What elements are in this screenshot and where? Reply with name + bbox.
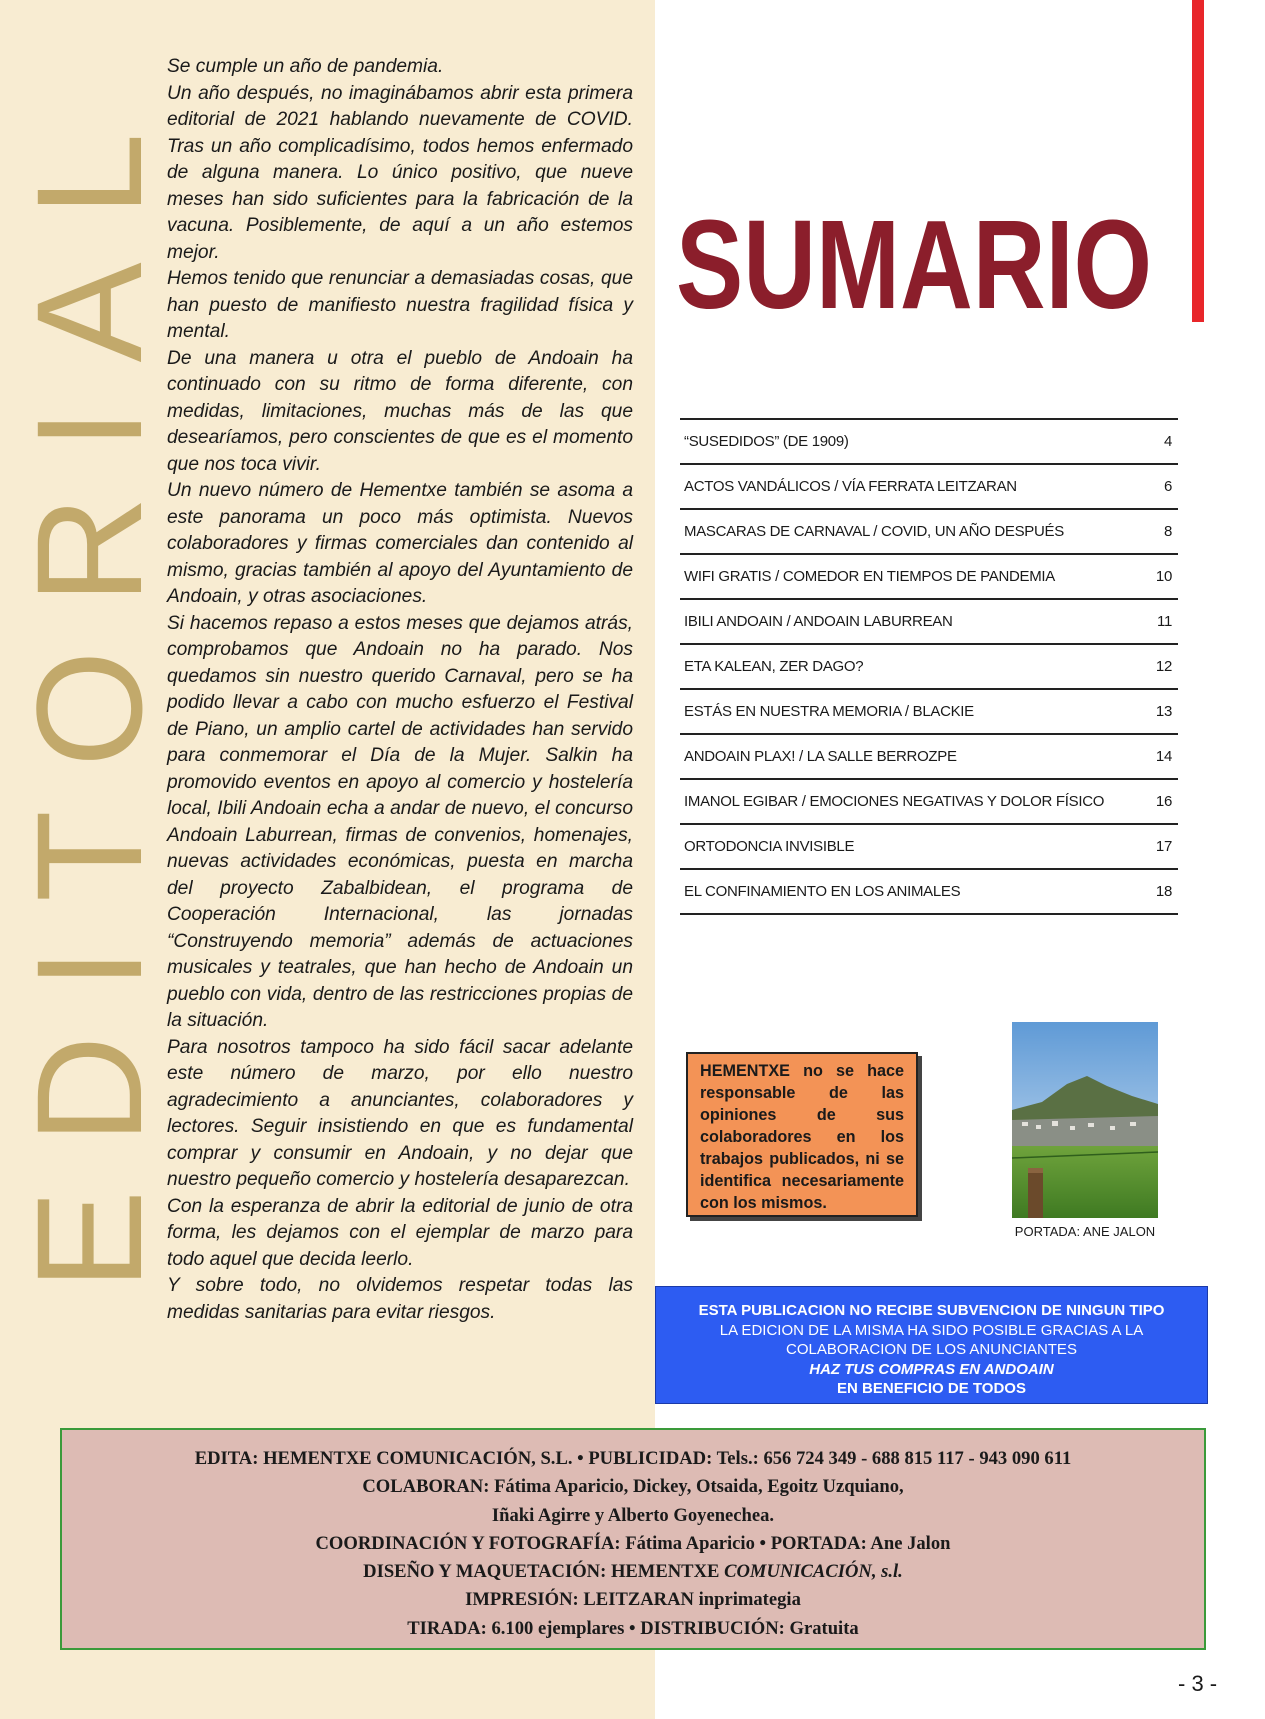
credits-value-italic: COMUNICACIÓN, s.l. [724,1561,903,1583]
editorial-paragraph: Hemos tenido que renunciar a demasiadas cosas, que han puesto de manifiesto nuestra fragilidad física y mental. [167,268,633,342]
toc-item[interactable] [680,600,1178,645]
credits-label: PUBLICIDAD: [588,1448,713,1469]
credits-separator: • [629,1617,636,1639]
credits-label: PORTADA: [770,1532,867,1554]
page-number: - 3 - [1178,1671,1218,1696]
toc-item[interactable] [680,780,1178,825]
toc-item-title: “SUSEDIDOS” (DE 1909) [684,433,849,450]
toc-item[interactable] [680,690,1178,735]
toc-item[interactable] [680,510,1178,555]
toc-item-page: 10 [1155,568,1172,585]
toc-item-page: 16 [1155,793,1172,810]
credits-line [62,1530,1204,1558]
toc-item-page: 17 [1155,838,1172,855]
credits-label: IMPRESIÓN: [465,1589,579,1611]
toc-item-page: 12 [1155,658,1172,675]
subsidy-notice [655,1286,1208,1404]
credits-label: COLABORAN: [362,1476,490,1498]
subsidy-line: ESTA PUBLICACION NO RECIBE SUBVENCION DE NINGUN TIPO [698,1302,1165,1319]
sumario-title: SUMARIO [676,194,1152,335]
toc-item[interactable] [680,555,1178,600]
toc-item-title: WIFI GRATIS / COMEDOR EN TIEMPOS DE PANDEMIA [684,568,1055,585]
accent-bar [1192,0,1204,322]
toc-item-page: 13 [1155,703,1172,720]
toc-item-title: ANDOAIN PLAX! / LA SALLE BERROZPE [684,748,957,765]
toc-item-title: IMANOL EGIBAR / EMOCIONES NEGATIVAS Y DOLOR FÍSICO [684,793,1105,810]
credits-label: DISTRIBUCIÓN: [640,1617,785,1639]
credits-value: Fátima Aparicio [625,1532,755,1554]
credits-line [62,1473,1204,1501]
credits-value: Ane Jalon [870,1532,951,1554]
editorial-paragraph: Un año después, no imaginábamos abrir esta primera editorial de 2021 hablando nuevamente de COVID. Tras un año complicadísimo, todos hemos enfermado de alguna manera. Lo único positivo, que nueve meses han sido suficientes para la fabricación de la vacuna. Posiblemente, de aquí a un año estemos mejor. [167,82,633,263]
toc-item-title: IBILI ANDOAIN / ANDOAIN LABURREAN [684,613,953,630]
toc-item[interactable] [680,825,1178,870]
credits-line [62,1586,1204,1614]
credits-value: 6.100 ejemplares [491,1617,625,1639]
editorial-text [167,54,633,1326]
credits-label: DISEÑO Y MAQUETACIÓN: [363,1561,607,1583]
toc-item-title: ACTOS VANDÁLICOS / VÍA FERRATA LEITZARAN [684,478,1017,495]
credits-value: Gratuita [789,1617,859,1639]
credits-separator: • [759,1532,767,1554]
editorial-paragraph: Si hacemos repaso a estos meses que dejamos atrás, comprobamos que Andoain no ha parado. Nos quedamos sin nuestro querido Carnaval, pero se ha podido llevar a cabo con mucho esfuerzo el Festival de Piano, un amplio cartel de actividades han servido para conmemorar el Día de la Mujer. Salkin ha promovido eventos en apoyo al comercio y hostelería local, Ibili Andoain echa a andar de nuevo, el concurso Andoain Laburrean, firmas de convenios, homenajes, nuevas actividades económicas, puesta en marcha del proyecto Zabalbidean, el programa de Cooperación Internacional, las jornadas “Construyendo memoria” además de actuaciones musicales y teatrales, que han hecho de Andoain un pueblo con vida, dentro de las restricciones propias de la situación. [167,612,633,1031]
editorial-paragraph: Un nuevo número de Hementxe también se asoma a este panorama un poco más optimista. Nuevos colaboradores y firmas comerciales dan contenido al mismo, gracias también al apoyo del Ayuntamiento de Andoain, y otras asociaciones. [167,480,633,607]
disclaimer-box: HEMENTXE no se hace responsable de las opiniones de sus colaboradores en los trabajos publicados, ni se identifica necesariamente con los mismos. [686,1052,918,1217]
credits-value: HEMENTXE [610,1561,720,1583]
subsidy-line: HAZ TUS COMPRAS EN ANDOAIN [809,1360,1054,1378]
credits-value: LEITZARAN inprimategia [583,1589,801,1611]
toc-item-page: 4 [1163,433,1172,450]
editorial-paragraph: De una manera u otra el pueblo de Andoain ha continuado con su ritmo de forma diferente, con medidas, limitaciones, muchas más de las que desearíamos, pero conscientes de que es el momento que nos toca vivir. [167,347,633,475]
credits-line [62,1445,1204,1473]
toc-item-title: ORTODONCIA INVISIBLE [684,838,855,855]
toc-item-page: 14 [1155,748,1172,765]
subsidy-line: COLABORACION DE LOS ANUNCIANTES [786,1341,1077,1358]
toc-item-title: MASCARAS DE CARNAVAL / COVID, UN AÑO DESPUÉS [684,523,1064,540]
credits-value: Iñaki Agirre y Alberto Goyenechea. [491,1504,775,1526]
cover-photo [1012,1022,1158,1218]
credits-value: Tels.: 656 724 349 - 688 815 117 - 943 090 611 [716,1448,1072,1469]
toc-item[interactable] [680,465,1178,510]
toc-item-page: 11 [1157,613,1172,630]
subsidy-line: EN BENEFICIO DE TODOS [837,1380,1026,1397]
credits-box [60,1428,1206,1650]
toc-item[interactable] [680,735,1178,780]
toc-item-title: ETA KALEAN, ZER DAGO? [684,658,864,675]
editorial-paragraph: Para nosotros tampoco ha sido fácil sacar adelante este número de marzo, por ello nuestro agradecimiento a anunciantes, colaboradores y lectores. Seguir insistiendo en que es fundamental comprar y consumir en Andoain, y no dejar que nuestro pequeño comercio y hostelería desaparezcan. [167,1036,633,1190]
editorial-paragraph: Y sobre todo, no olvidemos respetar todas las medidas sanitarias para evitar riesgos. [167,1275,633,1323]
editorial-vertical-title: EDITORIAL [5,86,173,1290]
editorial-paragraph: Con la esperanza de abrir la editorial de junio de otra forma, les dejamos con el ejemplar de marzo para todo aquel que decida leerlo. [167,1195,633,1270]
toc-item-title: EL CONFINAMIENTO EN LOS ANIMALES [684,883,961,900]
credits-separator: • [577,1448,584,1469]
credits-line [62,1502,1204,1530]
credits-label: EDITA: [194,1448,259,1469]
credits-value: HEMENTXE COMUNICACIÓN, S.L. [263,1448,573,1469]
credits-value: Fátima Aparicio, Dickey, Otsaida, Egoitz Uzquiano, [494,1476,904,1498]
credits-line [62,1558,1204,1586]
credits-label: COORDINACIÓN Y FOTOGRAFÍA: [315,1532,621,1554]
toc-item-page: 6 [1163,478,1172,495]
credits-label: TIRADA: [407,1617,487,1639]
cover-caption: PORTADA: ANE JALON [1014,1224,1156,1239]
toc-item[interactable] [680,645,1178,690]
toc-item-page: 8 [1163,523,1172,540]
subsidy-line: LA EDICION DE LA MISMA HA SIDO POSIBLE GRACIAS A LA [719,1321,1144,1339]
toc-item-title: ESTÁS EN NUESTRA MEMORIA / BLACKIE [684,703,974,720]
toc-item-page: 18 [1155,883,1172,900]
editorial-paragraph: Se cumple un año de pandemia. [167,56,444,77]
toc-item[interactable] [680,420,1178,465]
credits-line [62,1615,1204,1643]
table-of-contents [680,418,1178,915]
toc-item[interactable] [680,870,1178,915]
